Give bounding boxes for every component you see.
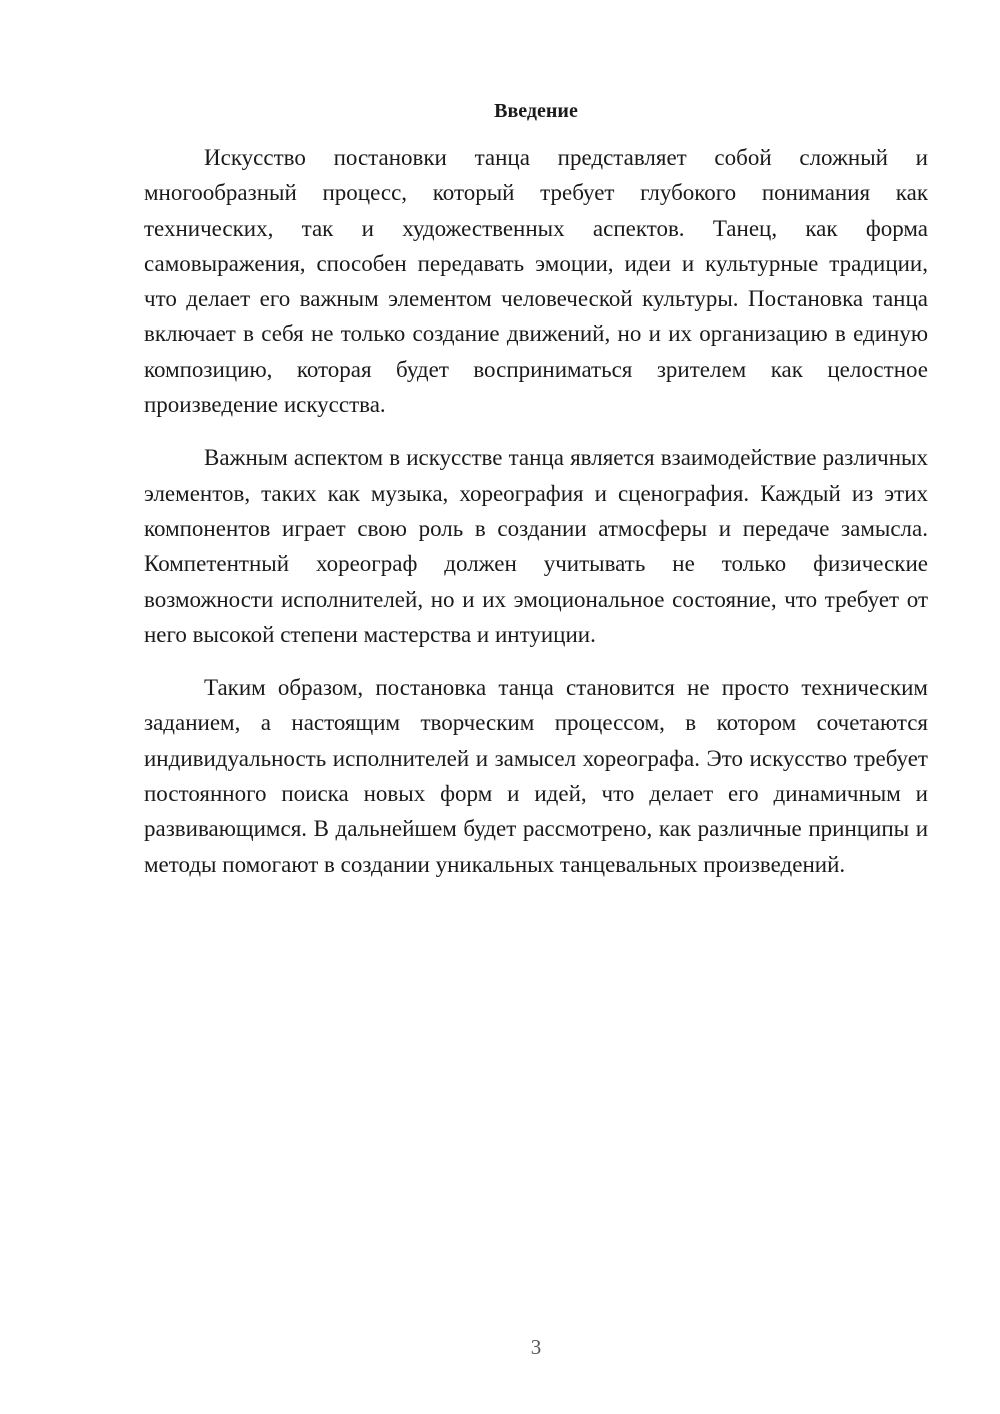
body-text — [144, 140, 928, 882]
page-number: 3 — [530, 1335, 542, 1359]
section-heading: Введение — [494, 100, 578, 122]
paragraph-2: Важным аспектом в искусстве танца является взаимодействие различных элементов, таких как музыка, хореография и сценография. Каждый из этих компонентов играет свою роль в создании атмосферы и передаче замысла. Компетентный хореограф должен учитывать не только физические возможности исполнителей, но и их эмоциональное состояние, что требует от него высокой степени мастерства и интуиции. — [144, 445, 928, 647]
paragraph-1: Искусство постановки танца представляет собой сложный и многообразный процесс, который требует глубокого понимания как технических, так и художественных аспектов. Танец, как форма самовыражения, способен передавать эмоции, идеи и культурные традиции, что делает его важным элементом человеческой культуры. Постановка танца включает в себя не только создание движений, но и их организацию в единую композицию, которая будет восприниматься зрителем как целостное произведение искусства. — [144, 145, 928, 418]
paragraph-3: Таким образом, постановка танца становится не просто техническим заданием, а настоящим творческим процессом, в котором сочетаются индивидуальность исполнителей и замысел хореографа. Это искусство требует постоянного поиска новых форм и идей, что делает его динамичным и развивающимся. В дальнейшем будет рассмотрено, как различные принципы и методы помогают в создании уникальных танцевальных произведений. — [144, 675, 928, 877]
